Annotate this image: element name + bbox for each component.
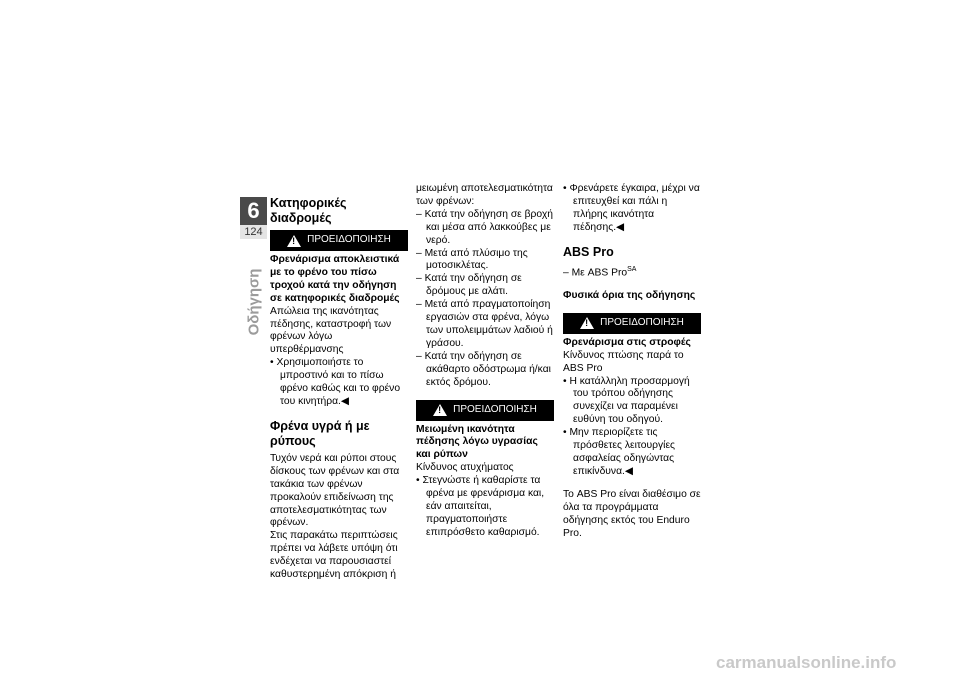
list-item: – Κατά την οδήγηση σε βροχή και μέσα από λακκούβες με νερό. xyxy=(416,208,553,246)
list-item: • Χρησιμοποιήστε το μπροστινό και το πίσω φρένο καθώς και το φρένο του κινητήρα.◀ xyxy=(270,357,401,407)
warning-triangle-icon xyxy=(287,235,301,247)
watermark-text: carmanualsonline.info xyxy=(716,653,897,672)
list-item xyxy=(563,264,701,280)
warning-title: Φρενάρισμα στις στροφές xyxy=(563,336,691,348)
warning-banner xyxy=(563,313,701,334)
chapter-label-text: Οδήγηση xyxy=(245,268,263,336)
heading-abs-pro: ABS Pro xyxy=(563,244,614,259)
warning-title: Μειωμένη ικανότητα πέδησης λόγω υγρασίας και ρύπων xyxy=(416,423,538,461)
list-item: • Φρενάρετε έγκαιρα, μέχρι να επιτευχθεί και πάλι η πλήρης ικανότητα πέδησης.◀ xyxy=(563,183,700,233)
abs-variant: – Με ABS Pro xyxy=(563,267,628,279)
heading-downhill: Κατηφορικές διαδρομές xyxy=(270,196,347,225)
list-item: • Στεγνώστε ή καθαρίστε τα φρένα με φρενάρισμα και, εάν απαιτείται, πραγματοποιήστε επιπρόσθετο καθαρισμό. xyxy=(416,475,545,538)
option-superscript: SA xyxy=(627,265,637,273)
list-item: – Μετά από πλύσιμο της μοτοσικλέτας. xyxy=(416,247,528,272)
list-item: – Κατά την οδήγηση σε ακάθαρτο οδόστρωμα ή/και εκτός δρόμου. xyxy=(416,350,551,388)
column-3 xyxy=(563,183,701,540)
warning-title: Φρενάρισμα αποκλειστικά με το φρένο του πίσω τροχού κατά την οδήγηση σε κατηφορικές διαδρομές xyxy=(270,254,400,304)
chapter-number: 6 xyxy=(240,197,267,225)
warning-text: Απώλεια της ικανότητας πέδησης, καταστροφή των φρένων λόγω υπερθέρμανσης xyxy=(270,305,392,356)
warning-text: Κίνδυνος ατυχήματος xyxy=(416,462,514,474)
list-item: • Η κατάλληλη προσαρμογή του τρόπου οδήγησης συνεχίζει να παραμένει ευθύνη του οδηγού. xyxy=(563,375,690,426)
subheading-limits: Φυσικά όρια της οδήγησης xyxy=(563,289,696,301)
list-item: • Μην περιορίζετε τις πρόσθετες λειτουργίες ασφαλείας οδηγώντας επικίνδυνα.◀ xyxy=(563,427,675,477)
chapter-label xyxy=(242,262,266,342)
warning-label: ΠΡΟΕΙΔΟΠΟΙΗΣΗ xyxy=(307,234,391,246)
chapter-tab xyxy=(240,197,267,239)
warning-triangle-icon xyxy=(433,404,447,416)
column-2 xyxy=(416,183,554,540)
paragraph: Το ABS Pro είναι διαθέσιμο σε όλα τα προγράμματα οδήγησης εκτός του Enduro Pro. xyxy=(563,488,701,539)
list-item: – Μετά από πραγματοποίηση εργασιών στα φρένα, λόγω των υπολειμμάτων λαδιού ή γράσου. xyxy=(416,299,553,349)
warning-label: ΠΡΟΕΙΔΟΠΟΙΗΣΗ xyxy=(453,403,537,415)
list-item: – Κατά την οδήγηση σε δρόμους με αλάτι. xyxy=(416,273,522,298)
column-1 xyxy=(270,196,408,582)
heading-wet-brakes: Φρένα υγρά ή με ρύπους xyxy=(270,418,370,448)
paragraph: Τυχόν νερά και ρύποι στους δίσκους των φρένων και στα τακάκια των φρένων προκαλούν επιδείνωση της αποτελεσματικότητας των φρένων. xyxy=(270,452,400,529)
warning-banner xyxy=(270,230,408,251)
paragraph: Στις παρακάτω περιπτώσεις πρέπει να λάβετε υπόψη ότι ενδέχεται να παρουσιαστεί καθυστερημένη απόκριση ή xyxy=(270,530,398,581)
paragraph: μειωμένη αποτελεσματικότητα των φρένων: xyxy=(416,183,553,207)
warning-triangle-icon xyxy=(580,317,594,329)
warning-text: Κίνδυνος πτώσης παρά το ABS Pro xyxy=(563,349,684,374)
warning-banner xyxy=(416,400,554,421)
warning-label: ΠΡΟΕΙΔΟΠΟΙΗΣΗ xyxy=(600,316,684,328)
page-number: 124 xyxy=(240,225,267,239)
